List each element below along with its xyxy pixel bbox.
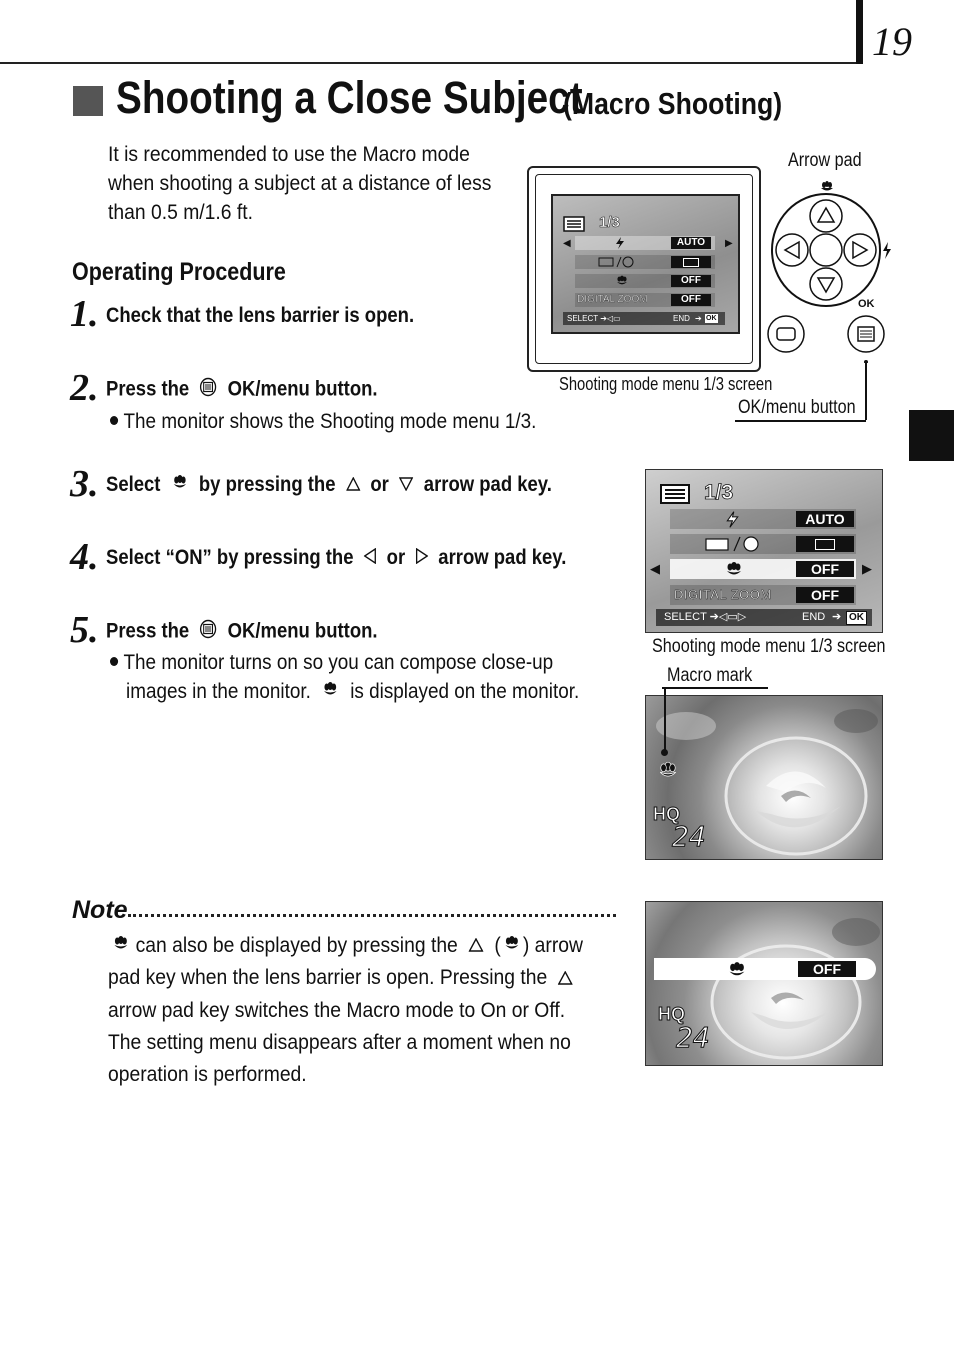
- bullet-dot: [110, 416, 118, 425]
- menu-row-drive: [575, 255, 715, 269]
- step-text-part: OK/menu button.: [227, 377, 378, 401]
- flash-icon: [615, 237, 625, 249]
- footer-arrow-icon: ➔◁▭: [597, 314, 621, 323]
- intro-paragraph: [108, 140, 494, 227]
- menu-row-macro: [670, 559, 856, 579]
- quality-indicator: HQ: [653, 804, 680, 824]
- remaining-shots: 24: [676, 1021, 710, 1054]
- note-body: [108, 930, 586, 1091]
- intro-line: It is recommended to use the Macro mode: [108, 143, 470, 166]
- macro-mark-leader: [664, 687, 666, 753]
- menu-value-badge: OFF: [671, 275, 711, 287]
- down-arrow-icon: [399, 473, 413, 497]
- menu-row-digital-zoom: [575, 293, 715, 307]
- note-line: arrow pad key switches the Macro mode to On or Off.: [108, 998, 566, 1022]
- right-indicator-icon: ▶: [862, 561, 872, 576]
- note-text: can also be displayed by pressing the: [135, 934, 458, 957]
- up-arrow-icon: [469, 930, 484, 962]
- step-number: 4.: [70, 536, 99, 578]
- arrow-pad-diagram: [764, 178, 894, 363]
- up-arrow-icon: [558, 963, 573, 995]
- macro-setting-bar: [654, 958, 876, 980]
- menu-value-badge: OFF: [796, 561, 854, 577]
- small-menu-screen: [551, 194, 740, 334]
- note-line: operation is performed.: [108, 1062, 307, 1086]
- step-text-part: by pressing the: [198, 473, 336, 496]
- title-bullet-square: [73, 86, 103, 116]
- step-3-text: [106, 473, 552, 497]
- macro-mark-label: Macro mark: [667, 665, 753, 686]
- menu-row-digital-zoom: [670, 585, 856, 605]
- bullet-text: is displayed on the monitor.: [350, 680, 580, 703]
- quality-indicator: HQ: [658, 1004, 685, 1024]
- intro-line: than 0.5 m/1.6 ft.: [108, 201, 253, 224]
- header-rule: [0, 62, 856, 64]
- menu-row-macro: [575, 274, 715, 288]
- step-5-bullet-line: [126, 680, 579, 704]
- menu-row-label: DIGITAL ZOOM: [674, 587, 772, 602]
- step-number: 5.: [70, 609, 99, 651]
- menu-value-badge: [671, 256, 711, 268]
- footer-ok-badge: OK: [706, 315, 717, 322]
- note-text: ) arrow: [522, 934, 583, 957]
- macro-flower-icon: [726, 960, 748, 979]
- step-4-text: [106, 546, 566, 570]
- step-number: 3.: [70, 463, 99, 505]
- arrow-pad-label: Arrow pad: [788, 150, 862, 171]
- page-subtitle: (Macro Shooting): [563, 86, 783, 121]
- menu-value-badge: AUTO: [671, 237, 711, 249]
- ok-leader-line: [865, 362, 867, 420]
- note-line: [108, 962, 586, 994]
- step-2-text: [106, 377, 378, 403]
- footer-ok-badge: OK: [846, 611, 867, 625]
- bullet-text: The monitor turns on so you can compose close-up: [123, 651, 554, 674]
- menu-page-label: 1/3: [599, 214, 620, 231]
- step-text-part: Select “ON” by pressing the: [106, 546, 354, 569]
- footer-arrow-icon: ➔: [695, 314, 702, 323]
- step-5-bullet-line: [110, 651, 553, 675]
- ok-label-underline: [735, 420, 866, 422]
- diagram-screen-caption: Shooting mode menu 1/3 screen: [559, 374, 773, 394]
- up-arrow-icon: [346, 473, 360, 497]
- monitor-macro-setting: [645, 901, 883, 1066]
- menu-row-label: DIGITAL ZOOM: [577, 294, 648, 305]
- procedure-heading: Operating Procedure: [72, 258, 286, 286]
- footer-end-label: END: [673, 314, 690, 323]
- menu-footer: [656, 609, 872, 626]
- flash-icon: [883, 242, 891, 259]
- menu-button-icon: [200, 377, 218, 403]
- note-heading: Note: [72, 896, 128, 924]
- drive-selftimer-icon: [704, 535, 768, 553]
- menu-row-flash: [670, 509, 856, 529]
- right-indicator-icon: ▶: [725, 238, 733, 249]
- flash-icon: [726, 511, 739, 528]
- step-text-part: or: [370, 473, 389, 496]
- macro-flower-icon: [112, 930, 130, 962]
- note-text: pad key when the lens barrier is open. Pressing the: [108, 966, 548, 990]
- footer-arrow-icon: ➔◁▭▷: [706, 611, 747, 623]
- footer-select-label: SELECT: [567, 314, 598, 323]
- bullet-dot: [110, 657, 118, 666]
- menu-icon: [660, 484, 690, 504]
- menu-icon: [563, 216, 585, 232]
- step-text-part: Press the: [106, 619, 190, 643]
- macro-flower-icon: [615, 274, 629, 287]
- note-dotted-rule: [128, 914, 616, 917]
- macro-flower-icon: [656, 760, 680, 780]
- menu-value-badge: AUTO: [796, 511, 854, 527]
- remaining-shots: 24: [672, 820, 706, 853]
- macro-flower-icon: [724, 560, 744, 578]
- left-arrow-icon: [364, 546, 376, 570]
- menu-value-badge: OFF: [796, 587, 854, 603]
- footer-arrow-icon: ➔: [832, 611, 842, 623]
- right-arrow-icon: [416, 546, 428, 570]
- step-text-part: or: [386, 546, 406, 569]
- step-text-part: arrow pad key.: [438, 546, 567, 569]
- section-tab: [909, 410, 954, 461]
- monitor-live-view: [645, 695, 883, 860]
- step-text-part: Press the: [106, 377, 190, 401]
- footer-select-label: SELECT: [664, 611, 707, 623]
- menu-row-flash: [575, 236, 715, 250]
- macro-flower-icon: [322, 680, 340, 704]
- left-indicator-icon: ◀: [650, 561, 660, 576]
- page-number: 19: [872, 19, 912, 64]
- step-text-part: Select: [106, 473, 161, 496]
- ok-label: OK: [858, 298, 875, 310]
- menu-screen-caption: Shooting mode menu 1/3 screen: [652, 636, 886, 657]
- large-menu-screen: [645, 469, 883, 633]
- menu-value-badge: OFF: [671, 294, 711, 306]
- bullet-text: The monitor shows the Shooting mode menu 1/3.: [123, 410, 537, 433]
- step-5-text: [106, 619, 378, 645]
- note-line: [108, 930, 586, 962]
- macro-flower-icon: [171, 473, 189, 497]
- camera-monitor-frame: [527, 166, 761, 372]
- note-text: (: [494, 934, 501, 957]
- macro-flower-icon: [503, 930, 521, 962]
- note-line: The setting menu disappears after a moment when no: [108, 1030, 571, 1054]
- step-number: 1.: [70, 293, 99, 335]
- step-text-part: OK/menu button.: [227, 619, 378, 643]
- bullet-text: images in the monitor.: [126, 680, 311, 703]
- page-title: Shooting a Close Subject: [116, 72, 583, 123]
- menu-footer: [563, 312, 725, 325]
- footer-end-label: END: [802, 611, 826, 623]
- macro-mark-underline: [662, 687, 768, 689]
- step-2-bullet: [110, 410, 536, 434]
- step-1-text: Check that the lens barrier is open.: [106, 304, 415, 327]
- macro-mark-dot: [661, 749, 668, 756]
- intro-line: when shooting a subject at a distance of less: [108, 172, 492, 195]
- drive-selftimer-icon: [597, 255, 637, 269]
- menu-row-drive: [670, 534, 856, 554]
- macro-value-badge: OFF: [798, 961, 856, 977]
- header-bar: [856, 0, 863, 64]
- step-number: 2.: [70, 367, 99, 409]
- step-text-part: arrow pad key.: [423, 473, 552, 496]
- left-indicator-icon: ◀: [563, 238, 571, 249]
- menu-value-badge: [796, 536, 854, 552]
- menu-page-label: 1/3: [704, 481, 734, 504]
- ok-menu-button-label: OK/menu button: [738, 397, 856, 418]
- menu-button-icon: [200, 619, 218, 645]
- macro-flower-icon: [821, 181, 833, 191]
